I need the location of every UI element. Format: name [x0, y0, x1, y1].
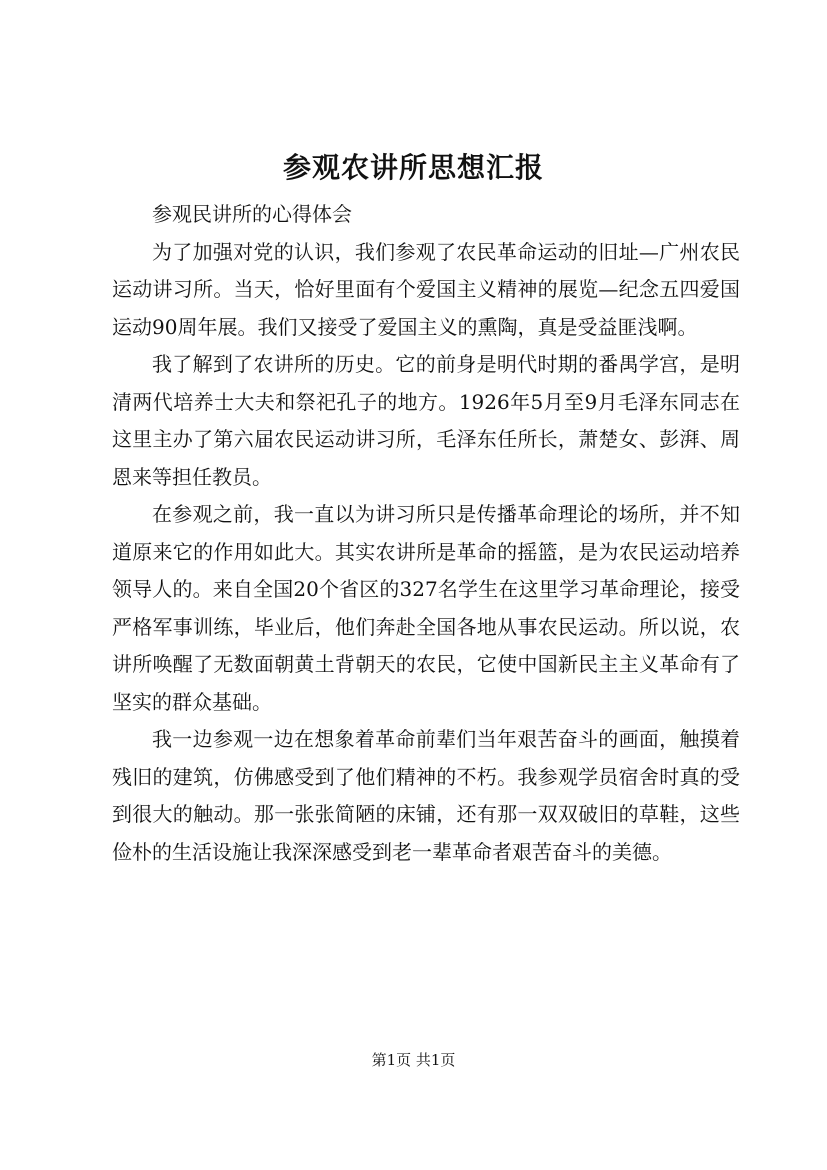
paragraph: 我一边参观一边在想象着革命前辈们当年艰苦奋斗的画面，触摸着残旧的建筑，仿佛感受到了他们精神的不朽。我参观学员宿舍时真的受到很大的触动。那一张张简陋的床铺，还有那一双双破旧的草鞋，这些俭朴的生活设施让我深深感受到老一辈革命者艰苦奋斗的美德。 [112, 727, 740, 864]
paragraph: 我了解到了农讲所的历史。它的前身是明代时期的番禺学宫，是明清两代培养士大夫和祭祀孔子的地方。1926年5月至9月毛泽东同志在这里主办了第六届农民运动讲习所，毛泽东任所长，萧楚女、彭湃、周恩来等担任教员。 [112, 352, 740, 489]
paragraph: 为了加强对党的认识，我们参观了农民革命运动的旧址—广州农民运动讲习所。当天，恰好里面有个爱国主义精神的展览—纪念五四爱国运动90周年展。我们又接受了爱国主义的熏陶，真是受益匪浅啊。 [112, 239, 740, 339]
paragraph: 在参观之前，我一直以为讲习所只是传播革命理论的场所，并不知道原来它的作用如此大。其实农讲所是革命的摇篮，是为农民运动培养领导人的。来自全国20个省区的327名学生在这里学习革命理论，接受严格军事训练，毕业后，他们奔赴全国各地从事农民运动。所以说，农讲所唤醒了无数面朝黄土背朝天的农民，它使中国新民主主义革命有了坚实的群众基础。 [112, 502, 740, 714]
paragraph-subtitle: 参观民讲所的心得体会 [152, 202, 352, 226]
page-number-footer: 第1页 共1页 [371, 1051, 456, 1069]
document-body [112, 196, 740, 871]
document-title: 参观农讲所思想汇报 [282, 151, 544, 184]
